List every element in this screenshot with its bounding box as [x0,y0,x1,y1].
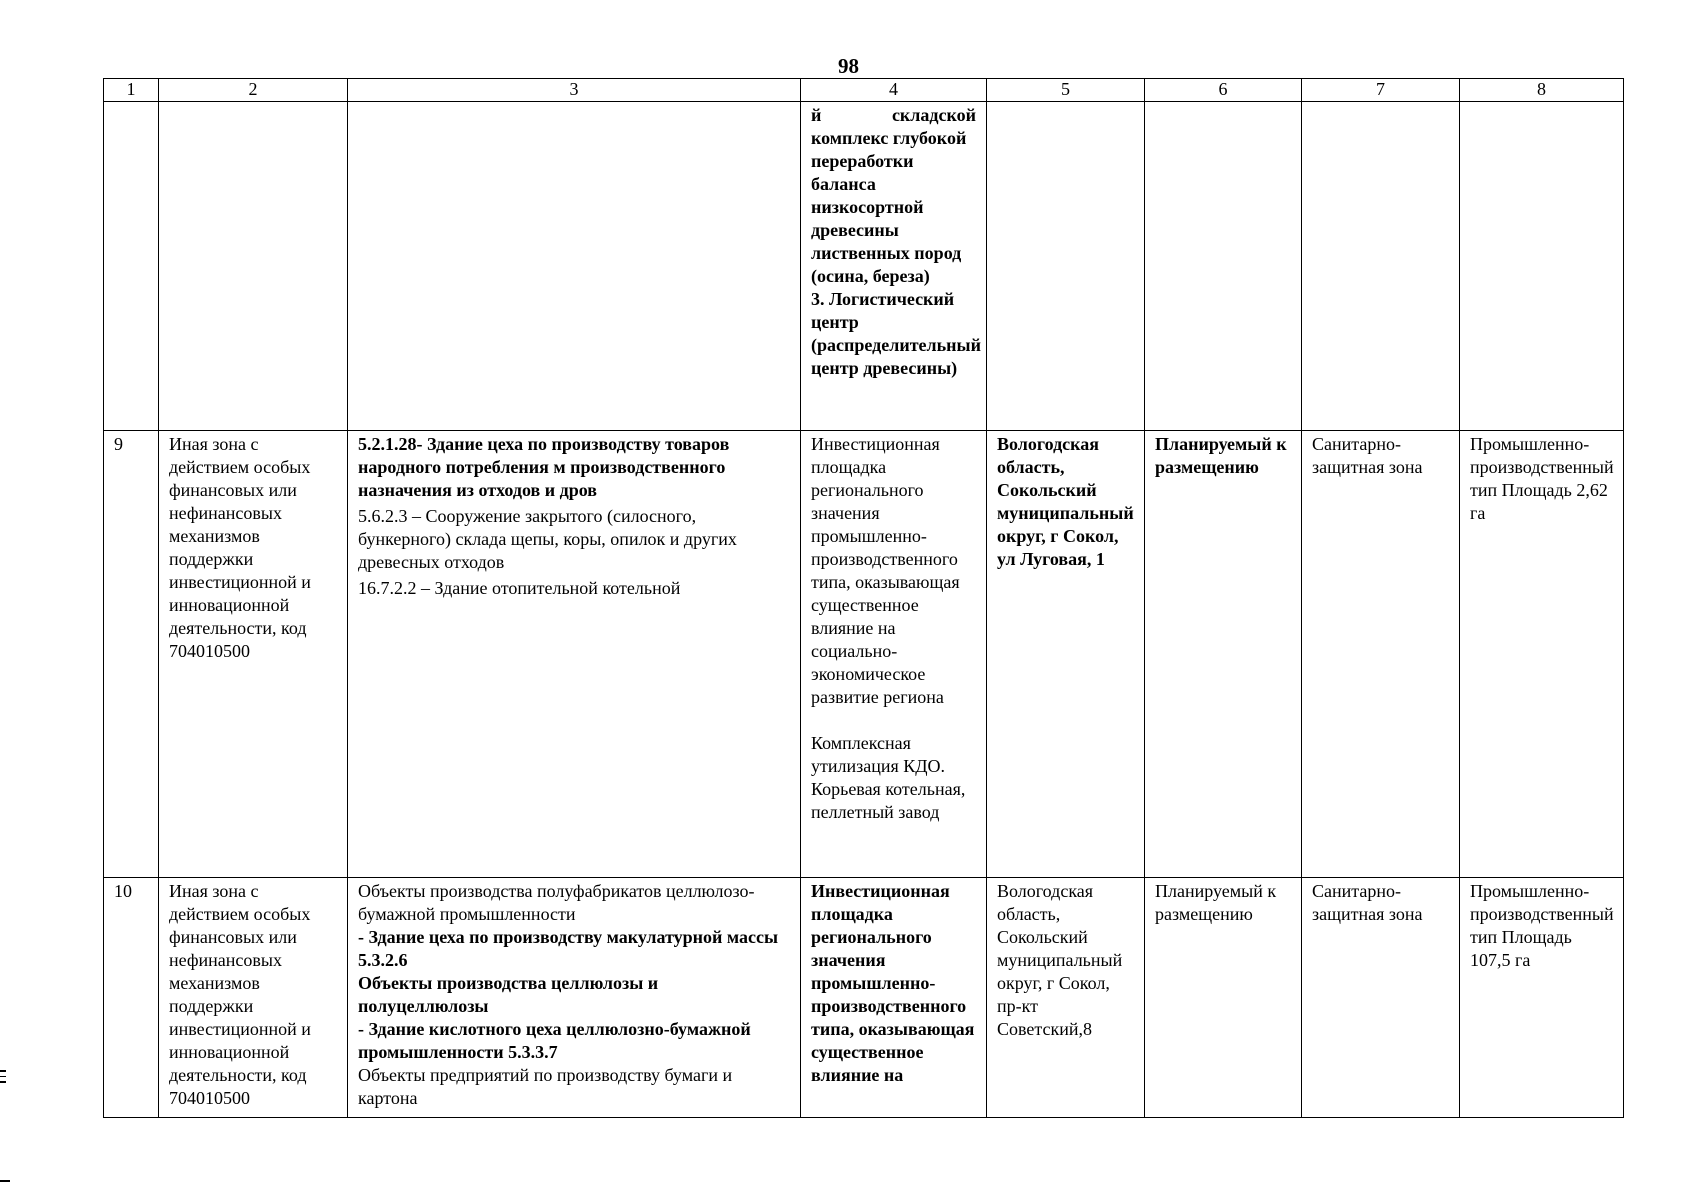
purpose-text: Инвестиционная площадка регионального значения промышленно-производственного типа, оказывающая существенное влияние на социально-экономическое развитие региона [811,434,960,707]
characteristics: Промышленно-производственный тип Площадь 107,5 га [1460,878,1624,1118]
column-number-1: 1 [104,79,159,102]
column-number-4: 4 [801,79,987,102]
object-item: 16.7.2.2 – Здание отопительной котельной [358,578,681,598]
purpose-note: Комплексная утилизация КДО. Корьевая котельная, пеллетный завод [811,733,966,822]
table-row [104,431,1624,878]
table-header-row [104,79,1624,102]
cell-empty [987,102,1145,431]
object-item: - Здание кислотного цеха целлюлозно-бумажной промышленности 5.3.3.7 [358,1019,751,1062]
location: Вологодская область, Сокольский муниципальный округ, г Сокол, пр-кт Советский,8 [987,878,1145,1118]
objects-table [103,78,1624,1118]
characteristics: Промышленно-производственный тип Площадь 2,62 га [1460,431,1624,878]
row-number: 9 [104,431,159,878]
continued-text-start: й [811,105,822,125]
zone-type: Санитарно-защитная зона [1302,878,1460,1118]
cell-empty [348,102,801,431]
column-number-7: 7 [1302,79,1460,102]
status: Планируемый к размещению [1145,878,1302,1118]
continued-text: комплекс глубокой переработки баланса низкосортной древесины лиственных пород (осина, береза) [811,128,967,286]
status: Планируемый к размещению [1145,431,1302,878]
cell-empty [1302,102,1460,431]
zone-name: Иная зона с действием особых финансовых или нефинансовых механизмов поддержки инвестиционной и инновационной деятельности, код 704010500 [159,878,348,1118]
column-number-6: 6 [1145,79,1302,102]
column-number-2: 2 [159,79,348,102]
page-number: 98 [838,54,859,78]
object-item: Объекты предприятий по производству бумаги и картона [358,1065,733,1108]
purpose-cell [801,431,987,878]
column-number-5: 5 [987,79,1145,102]
scan-artifact-marks [0,1070,8,1100]
cell-empty [1145,102,1302,431]
continued-item-3: 3. Логистический центр (распределительный центр древесины) [811,289,981,378]
object-item: 5.2.1.28- Здание цеха по производству товаров народного потребления м производственного назначения из отходов и дров [358,434,730,500]
zone-name: Иная зона с действием особых финансовых или нефинансовых механизмов поддержки инвестиционной и инновационной деятельности, код 704010500 [159,431,348,878]
column-number-8: 8 [1460,79,1624,102]
object-item: Объекты производства целлюлозы и полуцеллюлозы [358,973,659,1016]
continued-text-word: складской [891,105,976,125]
object-item: 5.6.2.3 – Сооружение закрытого (силосного, бункерного) склада щепы, коры, опилок и других древесных отходов [358,506,737,572]
object-item: Объекты производства полуфабрикатов целлюлозо-бумажной промышленности [358,881,755,924]
table-row [104,878,1624,1118]
objects-list [348,431,801,878]
location: Вологодская область, Сокольский муниципальный округ, г Сокол, ул Луговая, 1 [987,431,1145,878]
cell-empty [159,102,348,431]
object-item: - Здание цеха по производству макулатурной массы 5.3.2.6 [358,927,779,970]
table-row-continuation [104,102,1624,431]
objects-list [348,878,801,1118]
purpose-text: Инвестиционная площадка регионального значения промышленно-производственного типа, оказывающая существенное влияние на [801,878,987,1118]
zone-type: Санитарно-защитная зона [1302,431,1460,878]
cell-empty [104,102,159,431]
row-number: 10 [104,878,159,1118]
column-number-3: 3 [348,79,801,102]
cell-continued-purpose [801,102,987,431]
cell-empty [1460,102,1624,431]
scan-artifact-dash [0,1180,10,1182]
